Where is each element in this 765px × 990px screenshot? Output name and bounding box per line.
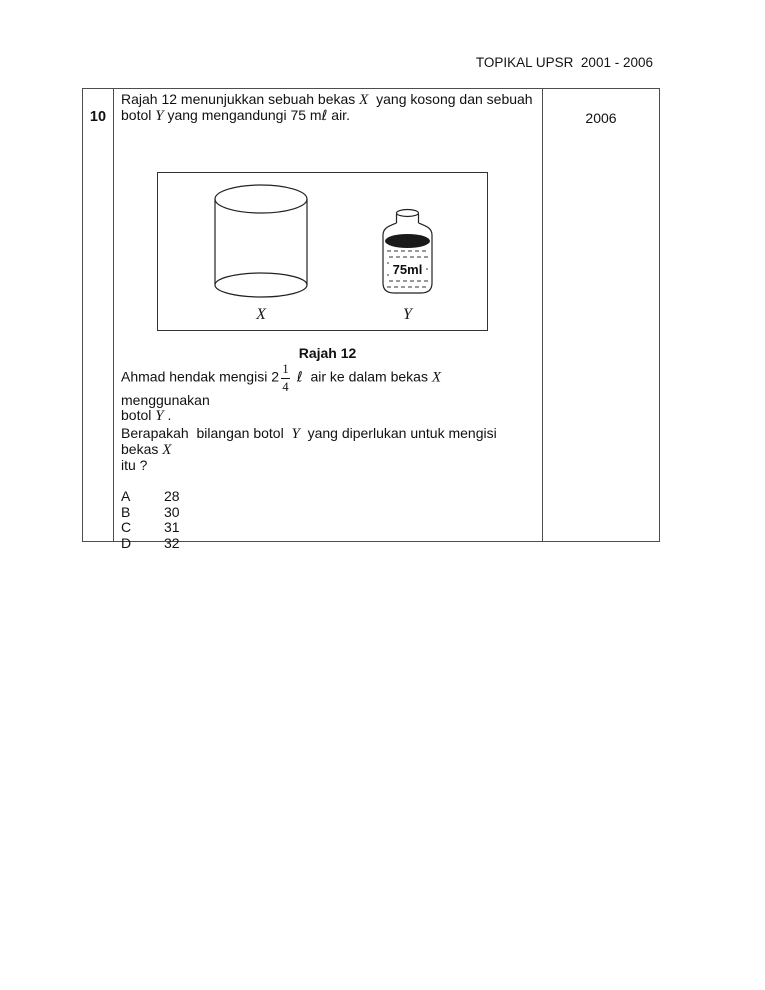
option-letter: D <box>121 534 132 551</box>
question-intro-line-2: botol Y yang mengandungi 75 mℓ air. <box>121 107 350 124</box>
options-list <box>121 489 534 551</box>
question-year: 2006 <box>585 110 617 126</box>
water-surface <box>385 234 430 248</box>
question-body-line-3: Berapakah bilangan botol Y yang diperlukan untuk mengisi bekas X <box>121 425 501 458</box>
option-value: 31 <box>164 519 180 535</box>
question-number-cell <box>83 89 114 541</box>
cylinder-label-x: X <box>256 306 266 323</box>
question-content-cell <box>114 89 543 551</box>
question-table <box>82 88 660 551</box>
option-value: 28 <box>164 488 180 504</box>
question-body-line-4: itu ? <box>121 457 148 473</box>
figure-rajah-12 <box>157 172 488 331</box>
bottle-label-y: Y <box>403 306 412 323</box>
option-row <box>121 505 534 521</box>
question-body-line-2: botol Y . <box>121 407 172 424</box>
option-row <box>121 536 534 552</box>
option-letter: B <box>121 503 131 520</box>
fraction: $\frac{1}{4}$ <box>282 362 289 394</box>
page-header <box>119 40 657 91</box>
option-row <box>121 489 534 505</box>
bottle-y-drawing <box>383 210 432 294</box>
question-body-line-1: Ahmad hendak mengisi 2 $\frac{1}{4}$ ℓ air ke dalam bekas X menggunakan <box>121 362 449 408</box>
cylinder-x-drawing <box>215 185 307 297</box>
bottle-volume-label: 75ml <box>392 262 423 277</box>
option-letter: C <box>121 519 132 535</box>
question-number: 10 <box>89 109 107 125</box>
option-value: 30 <box>164 503 180 520</box>
option-row <box>121 520 534 536</box>
option-value: 32 <box>164 534 180 551</box>
year-cell <box>543 89 659 541</box>
header-title: TOPIKAL UPSR 2001 - 2006 <box>475 55 653 70</box>
question-intro-line-1: Rajah 12 menunjukkan sebuah bekas X yang kosong dan sebuah <box>121 91 533 108</box>
option-letter: A <box>121 488 131 504</box>
figure-caption: Rajah 12 <box>298 345 357 361</box>
